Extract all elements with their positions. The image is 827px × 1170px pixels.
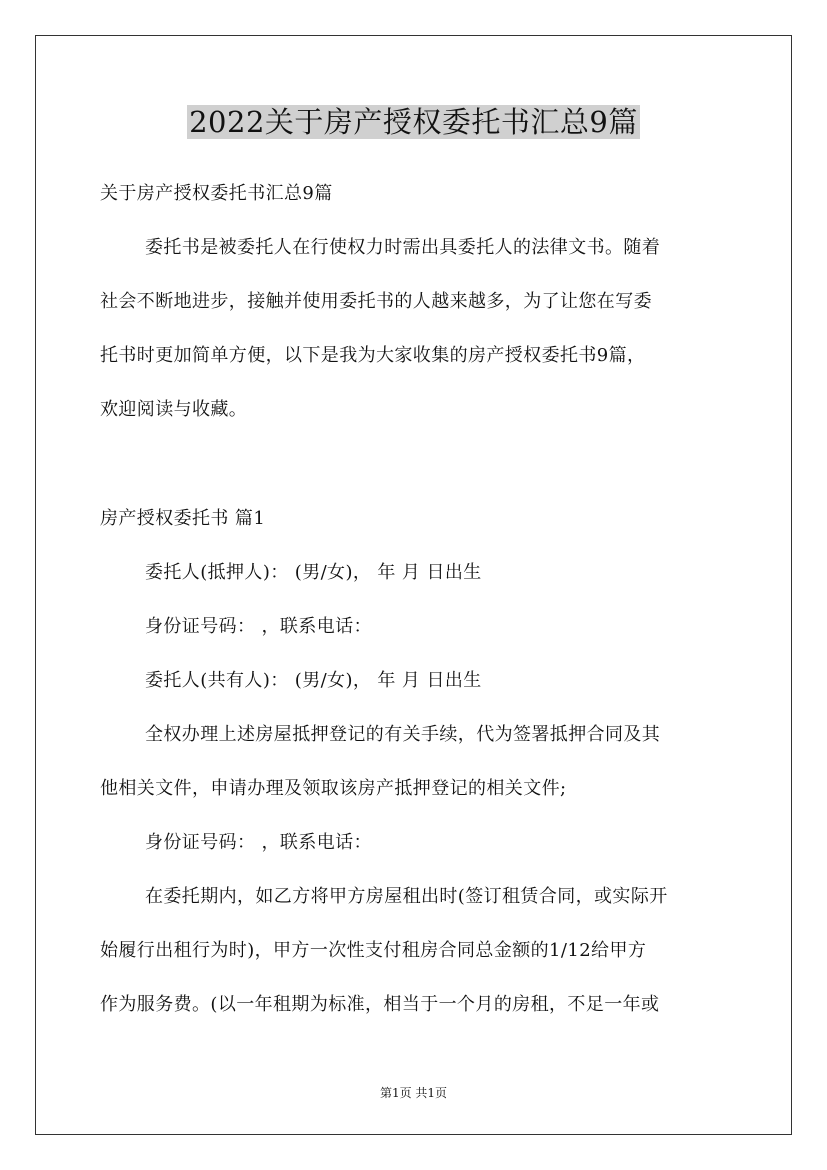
body-line: 身份证号码： ，联系电话：	[145, 832, 372, 853]
body-line: 作为服务费。(以一年租期为标准，相当于一个月的房租，不足一年或	[100, 994, 660, 1015]
body-line: 全权办理上述房屋抵押登记的有关手续，代为签署抵押合同及其	[145, 724, 661, 745]
body-line: 身份证号码： ，联系电话：	[145, 616, 372, 637]
body-line: 他相关文件，申请办理及领取该房产抵押登记的相关文件;	[100, 778, 567, 799]
document-subtitle: 关于房产授权委托书汇总9篇	[100, 183, 333, 204]
intro-line: 社会不断地进步，接触并使用委托书的人越来越多，为了让您在写委	[100, 291, 652, 312]
intro-line: 委托书是被委托人在行使权力时需出具委托人的法律文书。随着	[145, 237, 661, 258]
body-line: 在委托期内，如乙方将甲方房屋租出时(签订租赁合同，或实际开	[145, 886, 668, 907]
body-line: 委托人(共有人)： (男/女)， 年 月 日出生	[145, 670, 482, 691]
body-line: 委托人(抵押人)： (男/女)， 年 月 日出生	[145, 562, 482, 583]
intro-line: 托书时更加简单方便，以下是我为大家收集的房产授权委托书9篇，	[100, 345, 646, 366]
document-title	[0, 97, 827, 147]
page-number-footer: 第1页 共1页	[379, 1086, 448, 1100]
section-heading: 房产授权委托书 篇1	[100, 508, 266, 529]
intro-line: 欢迎阅读与收藏。	[100, 399, 248, 420]
document-title-text: 2022关于房产授权委托书汇总9篇	[189, 105, 638, 139]
body-line: 始履行出租行为时)，甲方一次性支付租房合同总金额的1/12给甲方	[100, 940, 647, 961]
